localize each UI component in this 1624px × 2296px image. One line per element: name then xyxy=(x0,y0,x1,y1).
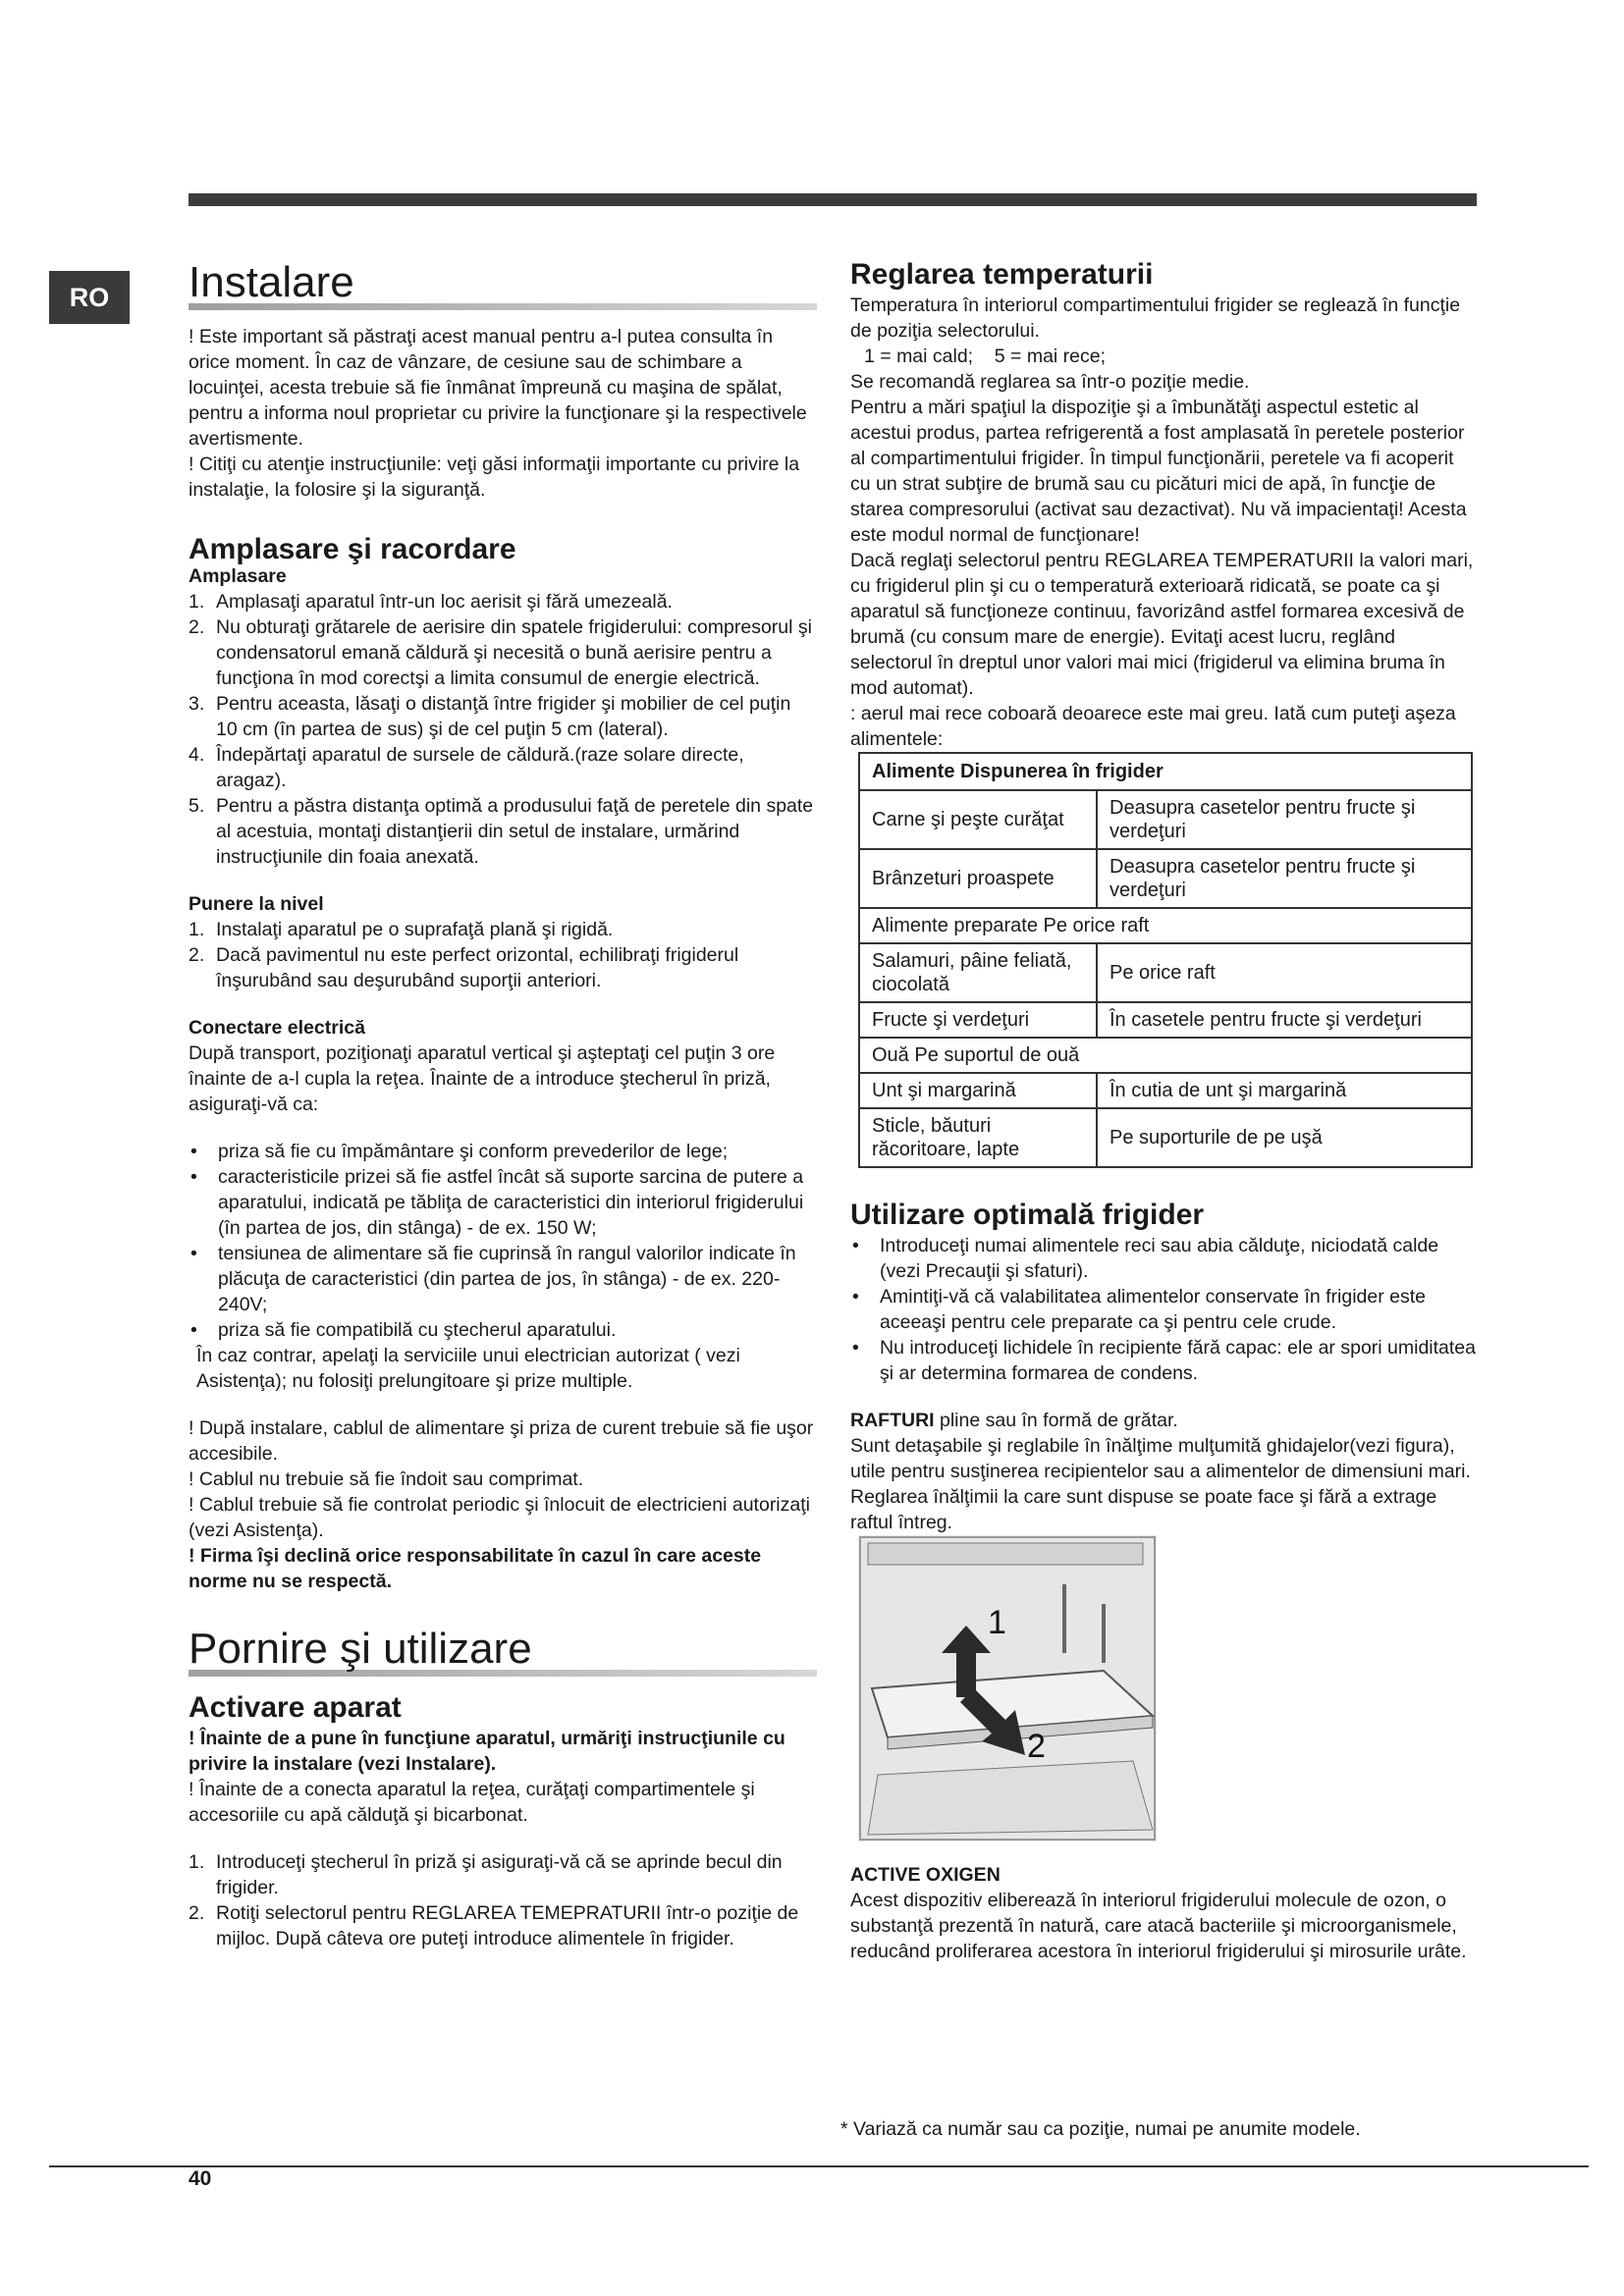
table-cell: Sticle, băuturi răcoritoare, lapte xyxy=(859,1108,1097,1167)
reglare-paragraph-2: Se recomandă reglarea sa într-o poziţie medie. xyxy=(850,371,1250,393)
table-row xyxy=(859,1038,1472,1073)
food-placement-table xyxy=(858,752,1473,1168)
left-column xyxy=(189,257,817,1951)
conectare-note: În caz contrar, apelaţi la serviciile unui electrician autorizat ( vezi Asistenţa); nu folosiţi prelungitoare şi prize multiple. xyxy=(196,1345,740,1392)
list-item: 2. Rotiţi selectorul pentru REGLAREA TEMEPRATURII într-o poziţie de mijloc. După câteva ore puteţi introduce alimentele în frigider. xyxy=(189,1902,799,1949)
heading-amplasare-racordare: Amplasare şi racordare xyxy=(189,533,516,565)
table-row xyxy=(859,1108,1472,1167)
table-row xyxy=(859,943,1472,1002)
bullet-item: • tensiunea de alimentare să fie cuprinsă în rangul valorilor indicate în plăcuţa de caracteristici (din partea de jos, în stânga) - de ex. 220-240V; xyxy=(190,1243,796,1315)
reglare-paragraph-5: : aerul mai rece coboară deoarece este mai greu. Iată cum puteţi aşeza alimentele: xyxy=(850,703,1456,750)
table-cell: Deasupra casetelor pentru fructe şi verdeţuri xyxy=(1097,849,1472,908)
reglare-paragraph-3: Pentru a mări spaţiul la dispoziţie şi a îmbunătăţi aspectul estetic al acestui produs, partea refrigerentă a fost amplasată în peretele posterior al compartimentului frigider. În timpul funcţionării, peretele va fi acoperit cu un strat subţire de brumă sau cu picături mici de apă, în funcţie de starea compresorului (activat sau dezactivat). Nu vă impacientaţi! Acesta este modul normal de funcţionare! xyxy=(850,397,1467,546)
table-cell: Deasupra casetelor pentru fructe şi verdeţuri xyxy=(1097,790,1472,849)
table-header: Alimente Dispunerea în frigider xyxy=(859,753,1472,790)
table-row xyxy=(859,908,1472,943)
figure-label-1: 1 xyxy=(988,1604,1006,1641)
footnote: * Variază ca număr sau ca poziţie, numai pe anumite modele. xyxy=(840,2118,1361,2140)
reglare-scale: 1 = mai cald; 5 = mai rece; xyxy=(864,346,1107,367)
top-rule xyxy=(189,193,1477,206)
table-cell: Pe orice raft xyxy=(1097,943,1472,1002)
table-cell: Ouă Pe suportul de ouă xyxy=(859,1038,1472,1073)
bullet-item: • caracteristicile prizei să fie astfel încât să suporte sarcina de putere a aparatului, indicată pe tăbliţa de caracteristici din interiorul frigiderului (în partea de jos, din stânga) - de ex. 150 W; xyxy=(190,1166,804,1239)
punere-list xyxy=(189,917,817,993)
warning-4: ! Firma îşi declină orice responsabilitate în cazul în care aceste norme nu se respectă. xyxy=(189,1545,762,1592)
subheading-conectare: Conectare electrică xyxy=(189,1017,365,1039)
table-row xyxy=(859,1073,1472,1108)
section-title-pornire: Pornire şi utilizare xyxy=(189,1624,817,1677)
conectare-bullets xyxy=(189,1139,817,1343)
subheading-punere-nivel: Punere la nivel xyxy=(189,893,324,915)
heading-utilizare: Utilizare optimală frigider xyxy=(850,1199,1205,1231)
intro-paragraph-2: ! Citiţi cu atenţie instrucţiunile: veţi găsi informaţii importante cu privire la instalaţie, la folosire şi la siguranţă. xyxy=(189,454,800,501)
reglare-paragraph-1: Temperatura în interiorul compartimentului frigider se reglează în funcţie de poziţia selectorului. xyxy=(850,294,1461,342)
rafturi-line xyxy=(850,1408,1477,1433)
footer-rule xyxy=(49,2165,1589,2167)
heading-reglarea: Reglarea temperaturii xyxy=(850,258,1154,291)
utilizare-bullets xyxy=(850,1233,1477,1386)
warning-1: ! După instalare, cablul de alimentare şi priza de curent trebuie să fie uşor accesibile. xyxy=(189,1417,814,1465)
list-item: 1. Instalaţi aparatul pe o suprafaţă plană şi rigidă. xyxy=(189,919,614,940)
bullet-item: • Nu introduceţi lichidele în recipiente fără capac: ele ar spori umiditatea şi ar determina formarea de condens. xyxy=(852,1337,1476,1384)
amplasare-list xyxy=(189,589,817,870)
list-item: 2. Nu obturaţi grătarele de aerisire din spatele frigiderului: compresorul şi condensatorul emană căldură şi necesită o bună aerisire pentru a funcţiona în mod corectşi a limita consumul de energie electrică. xyxy=(189,616,812,689)
table-cell: În cutia de unt şi margarină xyxy=(1097,1073,1472,1108)
figure-label-2: 2 xyxy=(1027,1728,1046,1765)
heading-activare: Activare aparat xyxy=(189,1691,402,1724)
table-cell: Alimente preparate Pe orice raft xyxy=(859,908,1472,943)
bullet-item: • priza să fie compatibilă cu ştecherul aparatului. xyxy=(190,1319,617,1341)
activare-list xyxy=(189,1849,817,1951)
table-row xyxy=(859,790,1472,849)
list-item: 3. Pentru aceasta, lăsaţi o distanţă între frigider şi mobilier de cel puţin 10 cm (în partea de sus) şi de cel puţin 5 cm (lateral). xyxy=(189,693,791,740)
section-title-instalare: Instalare xyxy=(189,257,817,310)
table-cell: Brânzeturi proaspete xyxy=(859,849,1097,908)
list-item: 5. Pentru a păstra distanţa optimă a produsului faţă de peretele din spate al acestuia, montaţi distanţierii din setul de instalare, urmărind instrucţiunile din foaia anexată. xyxy=(189,795,814,868)
bullet-item: • Introduceţi numai alimentele reci sau abia călduţe, niciodată calde (vezi Precauţii şi sfaturi). xyxy=(852,1235,1439,1282)
list-item: 2. Dacă pavimentul nu este perfect orizontal, echilibraţi frigiderul înşurubând sau deşurubând suporţii anteriori. xyxy=(189,944,739,991)
table-cell: Pe suporturile de pe uşă xyxy=(1097,1108,1472,1167)
activare-bold: ! Înainte de a pune în funcţiune aparatul, urmăriţi instrucţiunile cu privire la instalare (vezi Instalare). xyxy=(189,1728,785,1775)
table-header-row xyxy=(859,753,1472,790)
reglare-paragraph-4: Dacă reglaţi selectorul pentru REGLAREA TEMPERATURII la valori mari, cu frigiderul plin şi cu o temperatură exterioară ridicată, se poate ca şi aparatul să funcţioneze continuu, favorizând astfel formarea excesivă de brumă (cu consum mare de energie). Evitaţi acest lucru, reglând selectorul în dreptul unor valori mai mici (frigiderul va elimina bruma în mod automat). xyxy=(850,550,1474,699)
heading-active-oxigen: ACTIVE OXIGEN xyxy=(850,1864,1001,1886)
rafturi-label: RAFTURI xyxy=(850,1410,935,1431)
bullet-item: • Amintiţi-vă că valabilitatea alimentelor conservate în frigider este aceeaşi pentru cele preparate ca şi pentru cele crude. xyxy=(852,1286,1427,1333)
table-cell: În casetele pentru fructe şi verdeţuri xyxy=(1097,1002,1472,1038)
subheading-amplasare: Amplasare xyxy=(189,565,287,587)
table-cell: Carne şi peşte curăţat xyxy=(859,790,1097,849)
warning-3: ! Cablul trebuie să fie controlat periodic şi înlocuit de electricieni autorizaţi (vezi Asistenţa). xyxy=(189,1494,810,1541)
table-row xyxy=(859,1002,1472,1038)
list-item: 4. Îndepărtaţi aparatul de sursele de căldură.(raze solare directe, aragaz). xyxy=(189,744,744,791)
activare-paragraph: ! Înainte de a conecta aparatul la reţea, curăţaţi compartimentele şi accesoriile cu apă călduţă şi bicarbonat. xyxy=(189,1779,755,1826)
language-tab: RO xyxy=(49,271,130,324)
table-cell: Salamuri, pâine feliată, ciocolată xyxy=(859,943,1097,1002)
right-column xyxy=(850,257,1477,1964)
table-cell: Fructe şi verdeţuri xyxy=(859,1002,1097,1038)
warning-2: ! Cablul nu trebuie să fie îndoit sau comprimat. xyxy=(189,1468,584,1490)
list-item: 1. Amplasaţi aparatul într-un loc aerisit şi fără umezeală. xyxy=(189,591,673,613)
page-number: 40 xyxy=(189,2167,212,2190)
active-paragraph: Acest dispozitiv eliberează în interiorul frigiderului molecule de ozon, o substanţă prezentă în natură, care atacă bacteriile şi microorganismele, reducând proliferarea acestora în interiorul frigiderului şi mirosurile urâte. xyxy=(850,1890,1467,1962)
rafturi-paragraph: Sunt detaşabile şi reglabile în înălţime mulţumită ghidajelor(vezi figura), utile pentru susţinerea recipientelor sau a alimentelor de dimensiuni mari. Reglarea înălţimii la care sunt dispuse se poate face şi fără a extrage raftul întreg. xyxy=(850,1435,1471,1533)
table-cell: Unt şi margarină xyxy=(859,1073,1097,1108)
bullet-item: • priza să fie cu împământare şi conform prevederilor de lege; xyxy=(190,1141,729,1162)
intro-paragraph: ! Este important să păstraţi acest manual pentru a-l putea consulta în orice moment. În caz de vânzare, de cesiune sau de schimbare a locuinţei, acesta trebuie să fie înmânat împreună cu maşina de spălat, pentru a informa noul proprietar cu privire la funcţionare şi la respectivele avertismente. xyxy=(189,326,807,450)
list-item: 1. Introduceţi ştecherul în priză şi asiguraţi-vă că se aprinde becul din frigider. xyxy=(189,1851,783,1898)
conectare-paragraph: După transport, poziţionaţi aparatul vertical şi aşteptaţi cel puţin 3 ore înainte de a-l cupla la reţea. Înainte de a introduce ştecherul în priză, asiguraţi-vă ca: xyxy=(189,1042,776,1115)
rafturi-rest: pline sau în formă de grătar. xyxy=(934,1410,1178,1431)
shelf-figure xyxy=(858,1535,1157,1842)
table-row xyxy=(859,849,1472,908)
